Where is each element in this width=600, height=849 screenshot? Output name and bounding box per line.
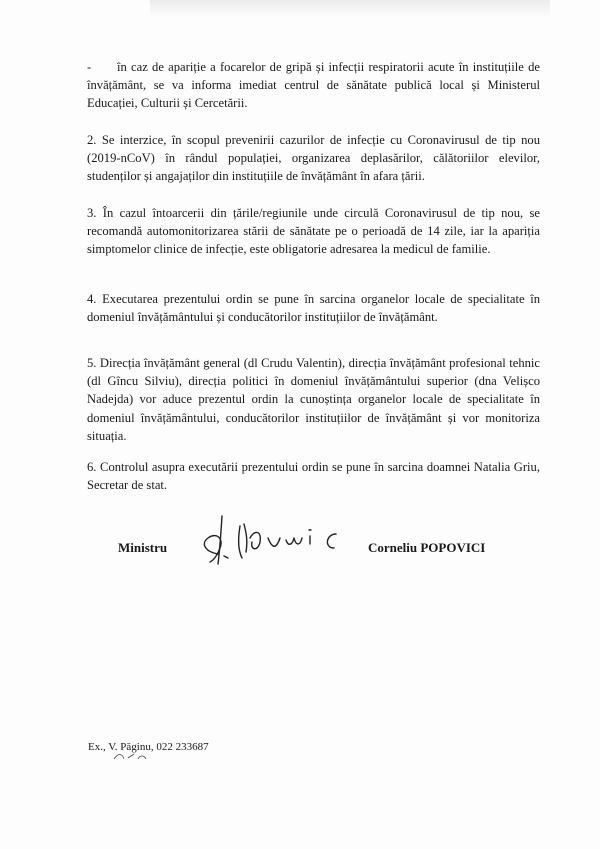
bullet-paragraph: [87, 58, 540, 113]
bullet-dash: -: [87, 60, 92, 74]
executor-contact: Ex., V. Păginu, 022 233687: [88, 741, 209, 753]
paragraph-3: 3. În cazul întoarcerii din țările/regiunile unde circulă Coronavirusul de tip nou, se recomandă automonitorizarea stării de sănătate pe o perioadă de 14 zile, iar la apariția simptomelor clinice de infecție, este obligatorie adresarea la medicul de familie.: [87, 206, 540, 257]
signatory-name: Corneliu POPOVICI: [368, 540, 486, 555]
paragraph-2: 2. Se interzice, în scopul prevenirii cazurilor de infecție cu Coronavirusul de tip nou (2019-nCoV) în rândul populației, organizarea deplasărilor, călătoriilor elevilor, studenților și angajaților din instituțiile de învățământ în afara țării.: [87, 133, 540, 184]
initials-mark: [112, 751, 148, 761]
scan-bleed-through: [150, 0, 550, 18]
paragraph-6: 6. Controlul asupra executării prezentului ordin se pune în sarcina doamnei Natalia Griu, Secretar de stat.: [87, 460, 540, 493]
paragraph-5: 5. Direcția învățământ general (dl Crudu Valentin), direcția învățământ profesional tehnic (dl Gîncu Silviu), direcția politici în domeniul învățământului superior (dna Velișco Nadejda) vor aduce prezentul ordin la cunoștința organelor locale de specialitate în domeniul învățământului, conducătorilor instituțiilor de învățământ și vor monitoriza situația.: [87, 356, 540, 443]
bullet-text: în caz de apariție a focarelor de gripă și infecții respiratorii acute în instituțiile de învățământ, se va informa imediat centrul de sănătate publică local și Ministerul Educației, Culturii și Cercetării.: [87, 60, 540, 111]
signatory-role: Ministru: [118, 540, 168, 555]
handwritten-signature: [188, 508, 358, 578]
paragraph-4: 4. Executarea prezentului ordin se pune în sarcina organelor locale de specialitate în domeniul învățământului și conducătorilor instituțiilor de învățământ.: [87, 292, 540, 325]
